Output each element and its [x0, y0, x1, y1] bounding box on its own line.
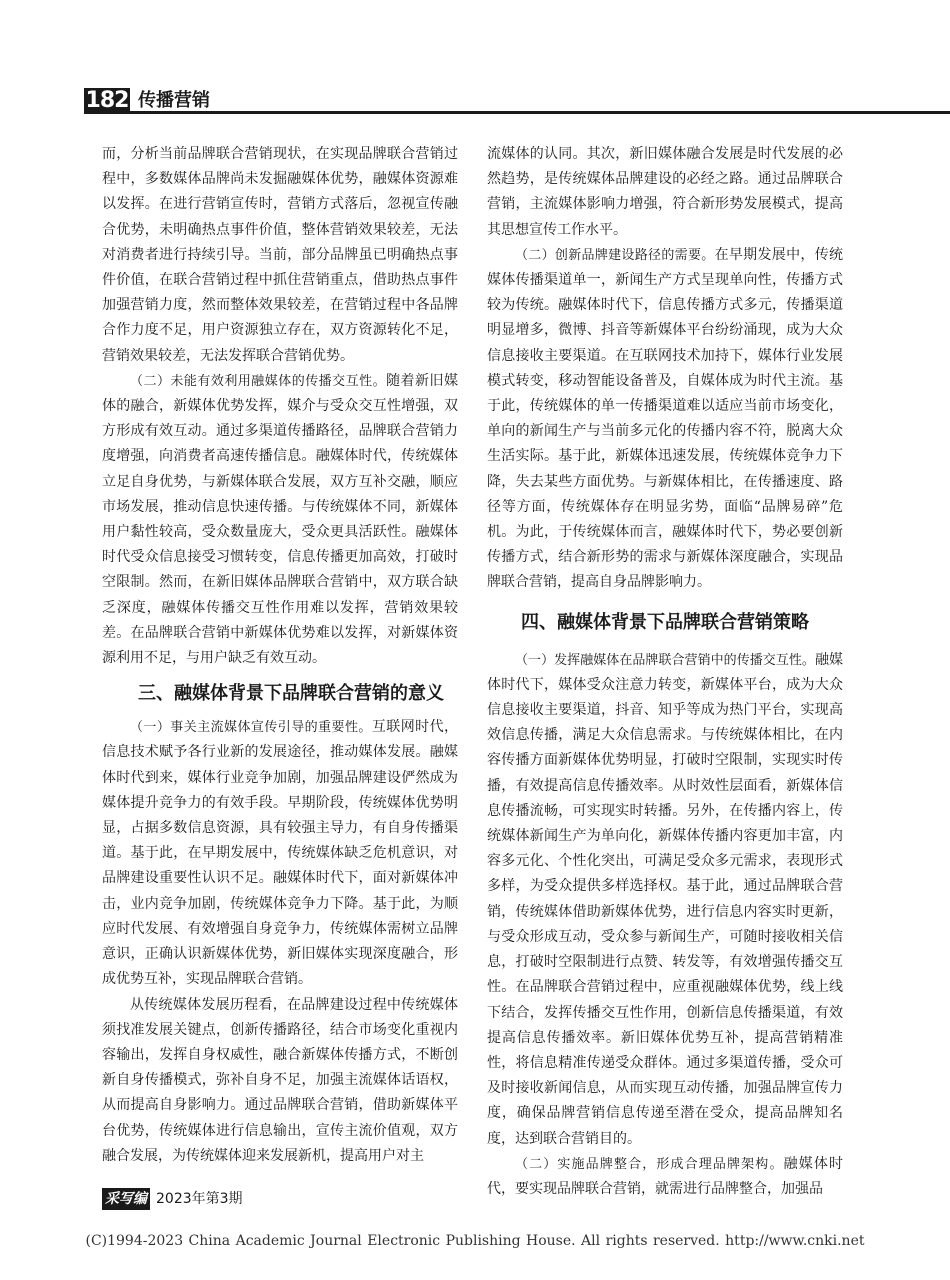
paragraph-body: 随着新旧媒体的融合，新媒体优势发挥，媒介与受众交互性增强，双方形成有效互动。通过多渠道传播路径，品牌联合营销力度增强，向消费者高速传播信息。融媒体时代，传统媒体立足自身优势，与新媒体联合发展，双方互补交融，顺应市场发展，推动信息快速传播。与传统媒体不同，新媒体用户黏性较高，受众数量庞大，受众更具活跃性。融媒体时代受众信息接受习惯转变，信息传播更加高效，打破时空限制。然而，在新旧媒体品牌联合营销中，双方联合缺乏深度，融媒体传播交互性作用难以发挥，营销效果较差。在品牌联合营销中新媒体优势难以发挥，对新媒体资源利用不足，与用户缺乏有效互动。 [102, 372, 458, 667]
page-number: 182 [85, 88, 129, 113]
paragraph [487, 243, 843, 596]
journal-logo: 采写编 [102, 1188, 150, 1210]
copyright-notice: (C)1994-2023 China Academic Journal Electronic Publishing House. All rights reserved. http://www.cnki.net [85, 1233, 865, 1249]
subheading: （二）创新品牌建设路径的需要。 [515, 247, 715, 263]
paragraph: 而，分析当前品牌联合营销现状，在实现品牌联合营销过程中，多数媒体品牌尚未发掘融媒体优势，融媒体资源难以发挥。在进行营销宣传时，营销方式落后，忽视宣传融合优势，未明确热点事件价值，整体营销效果较差，无法对消费者进行持续引导。当前，部分品牌虽已明确热点事件价值，在联合营销过程中抓住营销重点，借助热点事件加强营销力度，然而整体效果较差，在营销过程中各品牌合作力度不足，用户资源独立存在，双方资源转化不足，营销效果较差，无法发挥联合营销优势。 [102, 146, 458, 364]
section-title: 传播营销 [138, 90, 210, 111]
paragraph-body: 在早期发展中，传统媒体传播渠道单一，新闻生产方式呈现单向性，传播方式较为传统。融媒体时代下，信息传播方式多元，传播渠道明显增多，微博、抖音等新媒体平台纷纷涌现，成为大众信息接收主要渠道。在互联网技术加持下，媒体行业发展模式转变，移动智能设备普及，自媒体成为时代主流。基于此，传统媒体的单一传播渠道难以适应当前市场变化，单向的新闻生产与当前多元化的传播内容不符，脱离大众生活实际。基于此，新媒体迅速发展，传统媒体竞争力下降，失去某些方面优势。与新媒体相比，在传播速度、路径等方面，传统媒体存在明显劣势，面临“品牌易碎”危机。为此，于传统媒体而言，融媒体时代下，势必要创新传播方式，结合新形势的需求与新媒体深度融合，实现品牌联合营销，提高自身品牌影响力。 [487, 246, 843, 591]
section-heading: 四、融媒体背景下品牌联合营销策略 [521, 611, 809, 633]
right-column [487, 142, 843, 1202]
paragraph-body: 互联网时代，信息技术赋予各行业新的发展途径，推动媒体发展。融媒体时代到来，媒体行业竞争加剧，加强品牌建设俨然成为媒体提升竞争力的有效手段。早期阶段，传统媒体优势明显，占据多数信息资源，具有较强主导力，有自身传播渠道。基于此，在早期发展中，传统媒体缺乏危机意识，对品牌建设重要性认识不足。融媒体时代下，面对新媒体冲击，业内竞争加剧，传统媒体竞争力下降。基于此，为顺应时代发展、有效增强自身竞争力，传统媒体需树立品牌意识，正确认识新媒体优势，新旧媒体实现深度融合，形成优势互补，实现品牌联合营销。 [102, 719, 458, 988]
subheading: （一）事关主流媒体宣传引导的重要性。 [130, 720, 372, 736]
subheading: （一）发挥融媒体在品牌联合营销中的传播交互性。 [515, 652, 815, 668]
paragraph [102, 369, 458, 671]
paragraph: 从传统媒体发展历程看，在品牌建设过程中传统媒体须找准发展关键点，创新传播路径，结合市场变化重视内容输出，发挥自身权威性，融合新媒体传播方式，不断创新自身传播模式，弥补自身不足，加强主流媒体话语权，从而提高自身影响力。通过品牌联合营销，借助新媒体平台优势，传统媒体进行信息输出，宣传主流价值观，双方融合发展，为传统媒体迎来发展新机，提高用户对主 [102, 996, 458, 1164]
left-column [102, 142, 458, 1169]
paragraph: 流媒体的认同。其次，新旧媒体融合发展是时代发展的必然趋势，是传统媒体品牌建设的必经之路。通过品牌联合营销，主流媒体影响力增强，符合新形势发展模式，提高其思想宣传工作水平。 [487, 146, 843, 238]
subheading: （二）未能有效利用融媒体的传播交互性。 [130, 373, 387, 389]
page-header [84, 88, 950, 114]
paragraph-body: 融媒体时代下，媒体受众注意力转变，新媒体平台，成为大众信息接收主要渠道，抖音、知乎等成为热门平台，实现高效信息传播，满足大众信息需求。与传统媒体相比，在内容传播方面新媒体优势明显，打破时空限制，实现实时传播，有效提高信息传播效率。从时效性层面看，新媒体信息传播流畅，可实现实时转播。另外，在传播内容上，传统媒体新闻生产为单向化，新媒体传播内容更加丰富，内容多元化、个性化突出，可满足受众多元需求，表现形式多样，为受众提供多样选择权。基于此，通过品牌联合营销，传统媒体借助新媒体优势，进行信息内容实时更新，与受众形成互动，受众参与新闻生产，可随时接收相关信息，打破时空限制进行点赞、转发等，有效增强传播交互性。在品牌联合营销过程中，应重视融媒体优势，线上线下结合，发挥传播交互性作用，创新信息传播渠道，有效提高信息传播效率。新旧媒体优势互补，提高营销精准性，将信息精准传递受众群体。通过多渠道传播，受众可及时接收新闻信息，从而实现互动传播，加强品牌宣传力度，确保品牌营销信息传递至潜在受众，提高品牌知名度，达到联合营销目的。 [487, 651, 843, 1147]
subheading: （二）实施品牌整合，形成合理品牌架构。 [515, 1156, 784, 1172]
paragraph [487, 1152, 843, 1202]
paragraph [487, 648, 843, 1152]
header-rule [130, 111, 950, 114]
paragraph [102, 715, 458, 992]
section-heading: 三、融媒体背景下品牌联合营销的意义 [138, 683, 444, 705]
issue-label: 2023年第3期 [156, 1191, 243, 1207]
paragraph-body: 融媒体时代，要实现品牌联合营销，就需进行品牌整合，加强品 [487, 1155, 843, 1197]
page-footer [102, 1188, 243, 1210]
